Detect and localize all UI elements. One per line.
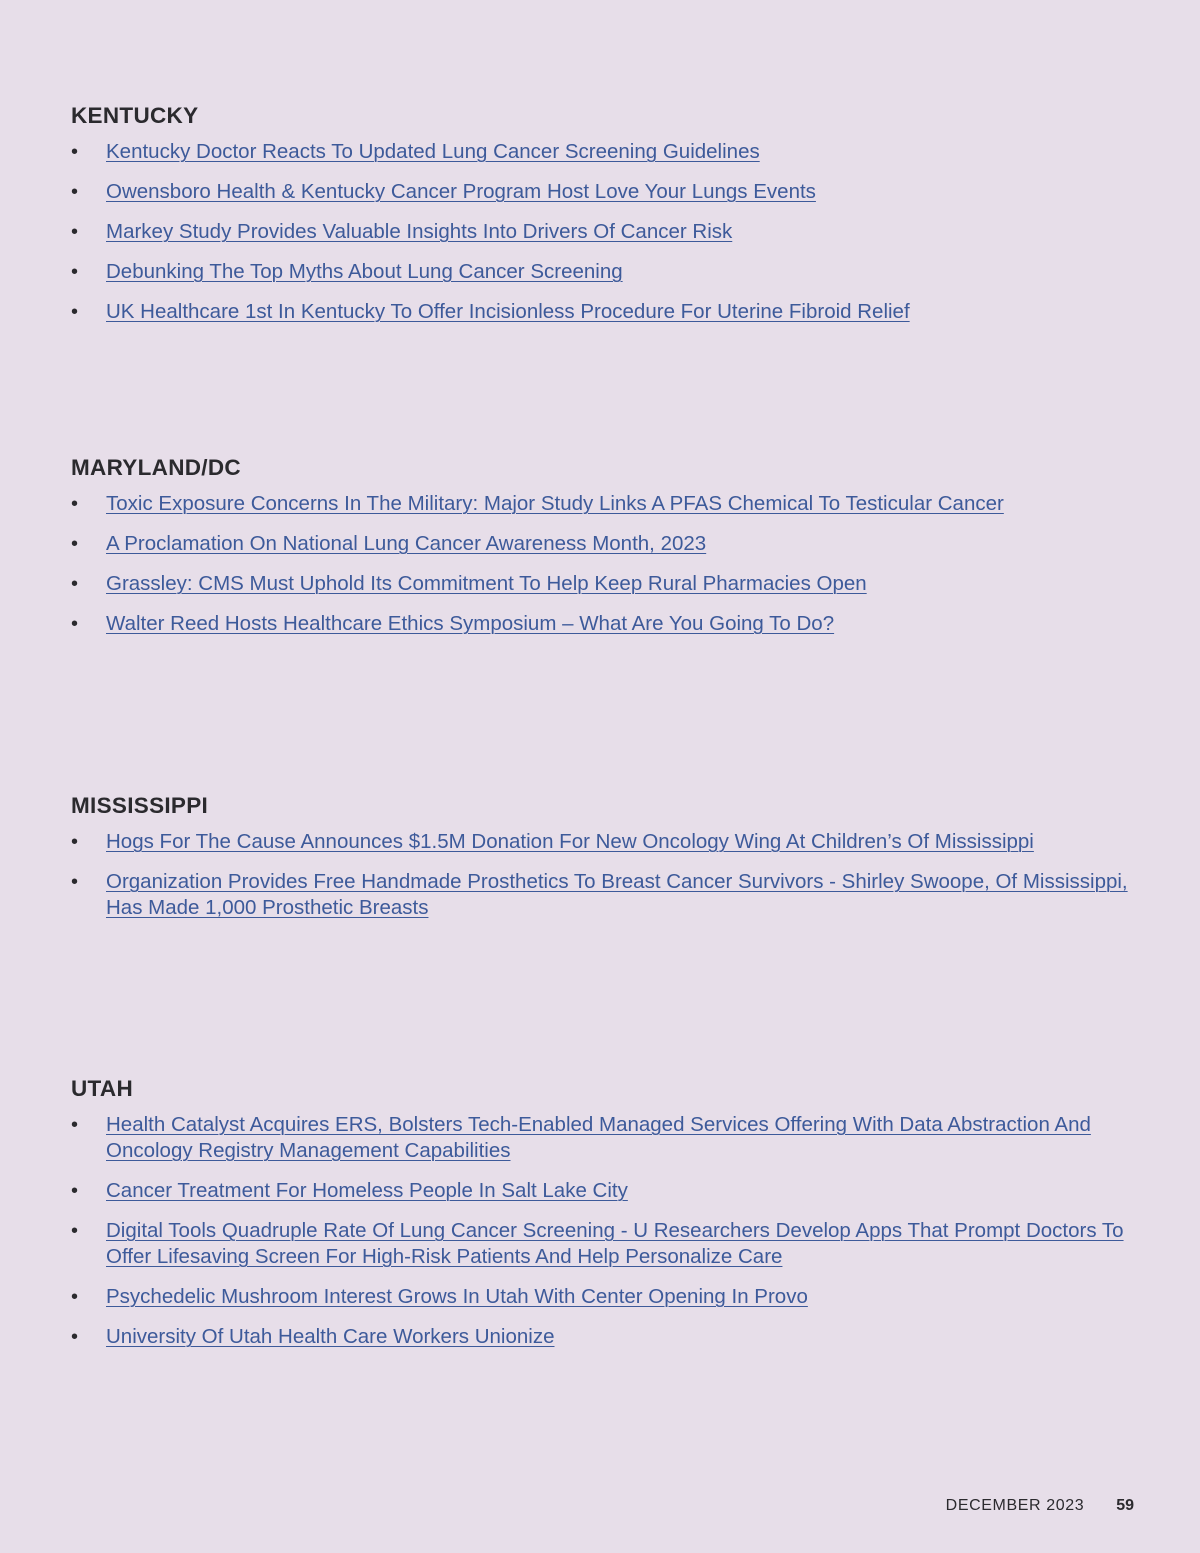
- list-item: [71, 219, 1131, 245]
- list-item: [71, 829, 1131, 855]
- article-link[interactable]: Health Catalyst Acquires ERS, Bolsters Tech-Enabled Managed Services Offering With Data Abstraction And Oncology Registry Management Capabilities: [106, 1113, 1091, 1162]
- article-link[interactable]: Hogs For The Cause Announces $1.5M Donation For New Oncology Wing At Children’s Of Mississippi: [106, 830, 1034, 853]
- issue-date: DECEMBER 2023: [945, 1497, 1085, 1514]
- list-item: [71, 869, 1131, 921]
- bullet-icon: •: [71, 261, 79, 283]
- article-link[interactable]: Debunking The Top Myths About Lung Cancer Screening: [106, 260, 623, 283]
- link-list: [71, 139, 1131, 325]
- article-link[interactable]: Organization Provides Free Handmade Prosthetics To Breast Cancer Survivors - Shirley Swoope, Of Mississippi, Has Made 1,000 Prosthetic Breasts: [106, 870, 1128, 919]
- article-link[interactable]: University Of Utah Health Care Workers Unionize: [106, 1325, 555, 1348]
- bullet-icon: •: [71, 613, 79, 635]
- article-link[interactable]: Toxic Exposure Concerns In The Military: Major Study Links A PFAS Chemical To Testicular Cancer: [106, 492, 1004, 515]
- article-link[interactable]: A Proclamation On National Lung Cancer Awareness Month, 2023: [106, 532, 707, 555]
- list-item: [71, 179, 1131, 205]
- article-link[interactable]: Cancer Treatment For Homeless People In Salt Lake City: [106, 1179, 628, 1202]
- article-link[interactable]: Walter Reed Hosts Healthcare Ethics Symposium – What Are You Going To Do?: [106, 612, 835, 635]
- section-utah: [71, 1075, 1131, 1364]
- section-heading: MISSISSIPPI: [71, 793, 209, 818]
- bullet-icon: •: [71, 1326, 79, 1348]
- section-heading: KENTUCKY: [71, 103, 199, 128]
- link-list: [71, 829, 1131, 921]
- list-item: [71, 259, 1131, 285]
- bullet-icon: •: [71, 221, 79, 243]
- bullet-icon: •: [71, 573, 79, 595]
- bullet-icon: •: [71, 533, 79, 555]
- list-item: [71, 1284, 1131, 1310]
- article-link[interactable]: Grassley: CMS Must Uphold Its Commitment To Help Keep Rural Pharmacies Open: [106, 572, 867, 595]
- bullet-icon: •: [71, 141, 79, 163]
- link-list: [71, 491, 1131, 637]
- page-number: 59: [1116, 1497, 1134, 1514]
- list-item: [71, 139, 1131, 165]
- bullet-icon: •: [71, 1114, 79, 1136]
- bullet-icon: •: [71, 871, 79, 893]
- article-link[interactable]: UK Healthcare 1st In Kentucky To Offer Incisionless Procedure For Uterine Fibroid Relief: [106, 300, 910, 323]
- bullet-icon: •: [71, 1220, 79, 1242]
- bullet-icon: •: [71, 1180, 79, 1202]
- page-footer: [946, 1497, 1134, 1515]
- bullet-icon: •: [71, 493, 79, 515]
- article-link[interactable]: Markey Study Provides Valuable Insights Into Drivers Of Cancer Risk: [106, 220, 733, 243]
- list-item: [71, 1218, 1131, 1270]
- bullet-icon: •: [71, 1286, 79, 1308]
- list-item: [71, 299, 1131, 325]
- link-list: [71, 1112, 1131, 1350]
- article-link[interactable]: Owensboro Health & Kentucky Cancer Program Host Love Your Lungs Events: [106, 180, 816, 203]
- section-heading: UTAH: [71, 1076, 134, 1101]
- list-item: [71, 571, 1131, 597]
- section-kentucky: [71, 102, 1131, 339]
- bullet-icon: •: [71, 831, 79, 853]
- section-heading: MARYLAND/DC: [71, 455, 241, 480]
- list-item: [71, 531, 1131, 557]
- bullet-icon: •: [71, 181, 79, 203]
- section-maryland-dc: [71, 454, 1131, 651]
- list-item: [71, 1112, 1131, 1164]
- list-item: [71, 1324, 1131, 1350]
- list-item: [71, 611, 1131, 637]
- article-link[interactable]: Digital Tools Quadruple Rate Of Lung Cancer Screening - U Researchers Develop Apps That Prompt Doctors To Offer Lifesaving Screen For High-Risk Patients And Help Personalize Care: [106, 1219, 1124, 1268]
- bullet-icon: •: [71, 301, 79, 323]
- article-link[interactable]: Psychedelic Mushroom Interest Grows In Utah With Center Opening In Provo: [106, 1285, 808, 1308]
- section-mississippi: [71, 792, 1131, 935]
- list-item: [71, 1178, 1131, 1204]
- list-item: [71, 491, 1131, 517]
- article-link[interactable]: Kentucky Doctor Reacts To Updated Lung Cancer Screening Guidelines: [106, 140, 760, 163]
